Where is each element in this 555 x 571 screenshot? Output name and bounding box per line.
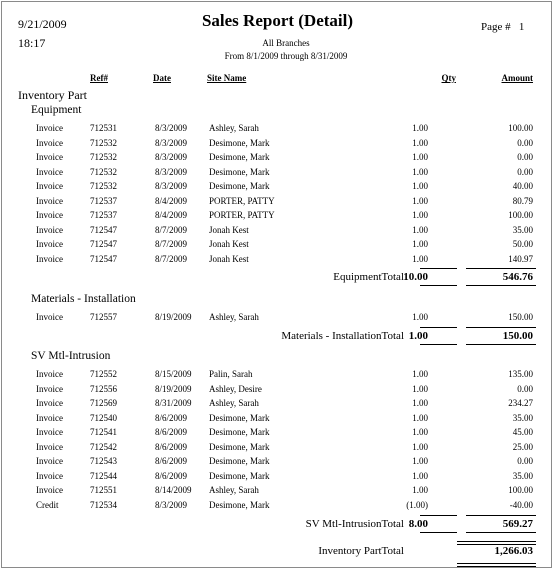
row-date: 8/3/2009 xyxy=(155,123,188,133)
row-ref: 712547 xyxy=(90,225,117,235)
row-qty: 1.00 xyxy=(412,427,428,437)
row-date: 8/4/2009 xyxy=(155,196,188,206)
row-type: Invoice xyxy=(36,254,63,264)
row-ref: 712547 xyxy=(90,254,117,264)
row-qty: 1.00 xyxy=(412,225,428,235)
row-amount: 0.00 xyxy=(517,152,533,162)
row-type: Invoice xyxy=(36,225,63,235)
row-date: 8/6/2009 xyxy=(155,427,188,437)
section-title: SV Mtl-Intrusion xyxy=(31,350,111,362)
row-qty: 1.00 xyxy=(412,254,428,264)
report-title: Sales Report (Detail) xyxy=(201,11,354,30)
row-site-name: Ashley, Sarah xyxy=(209,123,259,133)
row-date: 8/7/2009 xyxy=(155,239,188,249)
row-amount: 100.00 xyxy=(508,210,533,220)
column-header-date: Date xyxy=(153,73,171,83)
row-qty: 1.00 xyxy=(412,369,428,379)
row-amount: 35.00 xyxy=(512,225,533,235)
section-total-rule-amount-top xyxy=(466,327,536,328)
report-time: 18:17 xyxy=(18,36,46,50)
row-ref: 712557 xyxy=(90,312,117,322)
group-total-amount: 1,266.03 xyxy=(494,545,533,557)
row-ref: 712532 xyxy=(90,152,117,162)
row-qty: 1.00 xyxy=(412,456,428,466)
row-amount: 140.97 xyxy=(508,254,533,264)
row-ref: 712532 xyxy=(90,181,117,191)
row-ref: 712547 xyxy=(90,239,117,249)
section-total-rule-qty-bottom xyxy=(420,344,457,345)
row-ref: 712541 xyxy=(90,427,117,437)
row-date: 8/6/2009 xyxy=(155,413,188,423)
report-date: 9/21/2009 xyxy=(18,17,67,31)
row-amount: 0.00 xyxy=(517,167,533,177)
row-type: Invoice xyxy=(36,427,63,437)
row-date: 8/3/2009 xyxy=(155,138,188,148)
row-date: 8/31/2009 xyxy=(155,398,192,408)
row-type: Invoice xyxy=(36,384,63,394)
row-site-name: PORTER, PATTY xyxy=(209,196,275,206)
row-type: Invoice xyxy=(36,210,63,220)
row-type: Invoice xyxy=(36,413,63,423)
section-total-rule-qty-top xyxy=(420,515,457,516)
row-date: 8/6/2009 xyxy=(155,442,188,452)
row-date: 8/6/2009 xyxy=(155,456,188,466)
row-amount: 35.00 xyxy=(512,413,533,423)
row-type: Invoice xyxy=(36,485,63,495)
row-type: Invoice xyxy=(36,152,63,162)
row-amount: 40.00 xyxy=(512,181,533,191)
row-amount: 100.00 xyxy=(508,123,533,133)
row-qty: 1.00 xyxy=(412,398,428,408)
row-ref: 712543 xyxy=(90,456,117,466)
row-ref: 712542 xyxy=(90,442,117,452)
row-site-name: Desimone, Mark xyxy=(209,427,270,437)
row-type: Invoice xyxy=(36,181,63,191)
row-site-name: Palin, Sarah xyxy=(209,369,253,379)
row-date: 8/14/2009 xyxy=(155,485,192,495)
row-type: Credit xyxy=(36,500,59,510)
row-type: Invoice xyxy=(36,442,63,452)
section-title: Materials - Installation xyxy=(31,293,136,305)
report-period: From 8/1/2009 through 8/31/2009 xyxy=(224,51,348,61)
row-site-name: Jonah Kest xyxy=(209,239,249,249)
row-type: Invoice xyxy=(36,312,63,322)
section-total-amount: 546.76 xyxy=(502,271,533,283)
row-amount: 45.00 xyxy=(512,427,533,437)
row-type: Invoice xyxy=(36,456,63,466)
row-qty: 1.00 xyxy=(412,485,428,495)
row-type: Invoice xyxy=(36,398,63,408)
section-total-amount: 569.27 xyxy=(502,518,533,530)
section-total-rule-qty-bottom xyxy=(420,285,457,286)
section-total-label: EquipmentTotal xyxy=(333,271,404,283)
section-total-rule-qty-bottom xyxy=(420,532,457,533)
row-site-name: PORTER, PATTY xyxy=(209,210,275,220)
group-total-rule-bottom xyxy=(457,563,536,567)
section-total-rule-amount-bottom xyxy=(466,285,536,286)
row-qty: 1.00 xyxy=(412,167,428,177)
row-amount: 0.00 xyxy=(517,138,533,148)
row-amount: 35.00 xyxy=(512,471,533,481)
row-qty: 1.00 xyxy=(412,442,428,452)
row-date: 8/15/2009 xyxy=(155,369,192,379)
row-site-name: Jonah Kest xyxy=(209,254,249,264)
row-type: Invoice xyxy=(36,138,63,148)
row-ref: 712544 xyxy=(90,471,117,481)
row-ref: 712569 xyxy=(90,398,117,408)
row-ref: 712551 xyxy=(90,485,117,495)
row-site-name: Desimone, Mark xyxy=(209,167,270,177)
row-amount: 80.79 xyxy=(512,196,533,206)
row-ref: 712540 xyxy=(90,413,117,423)
row-date: 8/3/2009 xyxy=(155,181,188,191)
row-site-name: Desimone, Mark xyxy=(209,471,270,481)
row-amount: 135.00 xyxy=(508,369,533,379)
row-site-name: Desimone, Mark xyxy=(209,152,270,162)
row-ref: 712531 xyxy=(90,123,117,133)
row-ref: 712556 xyxy=(90,384,117,394)
row-site-name: Ashley, Sarah xyxy=(209,398,259,408)
row-qty: 1.00 xyxy=(412,123,428,133)
column-header-ref: Ref# xyxy=(90,73,108,83)
row-qty: 1.00 xyxy=(412,312,428,322)
row-site-name: Desimone, Mark xyxy=(209,456,270,466)
row-type: Invoice xyxy=(36,167,63,177)
row-amount: 0.00 xyxy=(517,456,533,466)
section-total-rule-qty-top xyxy=(420,268,457,269)
row-date: 8/3/2009 xyxy=(155,167,188,177)
section-total-amount: 150.00 xyxy=(502,330,533,342)
row-qty: (1.00) xyxy=(406,500,428,510)
row-amount: 50.00 xyxy=(512,239,533,249)
column-header-site: Site Name xyxy=(207,73,247,83)
row-qty: 1.00 xyxy=(412,413,428,423)
section-total-qty: 8.00 xyxy=(408,518,428,530)
row-ref: 712532 xyxy=(90,167,117,177)
row-qty: 1.00 xyxy=(412,471,428,481)
row-site-name: Desimone, Mark xyxy=(209,181,270,191)
row-amount: 150.00 xyxy=(508,312,533,322)
group-total-label: Inventory PartTotal xyxy=(318,545,404,557)
section-total-qty: 1.00 xyxy=(408,330,428,342)
group-title: Inventory Part xyxy=(18,88,87,102)
row-qty: 1.00 xyxy=(412,196,428,206)
page-number-label: Page # xyxy=(481,21,511,33)
row-date: 8/19/2009 xyxy=(155,312,192,322)
row-date: 8/3/2009 xyxy=(155,500,188,510)
page-number xyxy=(481,21,524,33)
row-type: Invoice xyxy=(36,471,63,481)
report-branches: All Branches xyxy=(262,38,310,48)
row-ref: 712537 xyxy=(90,196,117,206)
row-date: 8/7/2009 xyxy=(155,225,188,235)
row-qty: 1.00 xyxy=(412,210,428,220)
row-site-name: Desimone, Mark xyxy=(209,500,270,510)
row-amount: 234.27 xyxy=(508,398,533,408)
row-qty: 1.00 xyxy=(412,239,428,249)
row-type: Invoice xyxy=(36,239,63,249)
row-ref: 712537 xyxy=(90,210,117,220)
section-total-rule-amount-bottom xyxy=(466,344,536,345)
section-total-rule-qty-top xyxy=(420,327,457,328)
row-date: 8/3/2009 xyxy=(155,152,188,162)
row-type: Invoice xyxy=(36,196,63,206)
row-date: 8/7/2009 xyxy=(155,254,188,264)
row-type: Invoice xyxy=(36,369,63,379)
section-total-qty: 10.00 xyxy=(403,271,428,283)
row-qty: 1.00 xyxy=(412,181,428,191)
row-date: 8/6/2009 xyxy=(155,471,188,481)
row-ref: 712532 xyxy=(90,138,117,148)
page-number-value: 1 xyxy=(518,21,525,33)
row-site-name: Desimone, Mark xyxy=(209,413,270,423)
section-title: Equipment xyxy=(31,104,82,116)
row-ref: 712534 xyxy=(90,500,117,510)
row-site-name: Jonah Kest xyxy=(209,225,249,235)
row-site-name: Ashley, Sarah xyxy=(209,312,259,322)
column-header-qty: Qty xyxy=(441,73,456,83)
section-total-rule-amount-top xyxy=(466,515,536,516)
column-header-amount: Amount xyxy=(501,73,533,83)
row-site-name: Desimone, Mark xyxy=(209,442,270,452)
section-total-rule-amount-bottom xyxy=(466,532,536,533)
row-qty: 1.00 xyxy=(412,152,428,162)
row-ref: 712552 xyxy=(90,369,117,379)
section-total-rule-amount-top xyxy=(466,268,536,269)
row-qty: 1.00 xyxy=(412,138,428,148)
section-total-label: SV Mtl-IntrusionTotal xyxy=(305,518,404,530)
row-amount: 100.00 xyxy=(508,485,533,495)
row-type: Invoice xyxy=(36,123,63,133)
section-total-label: Materials - InstallationTotal xyxy=(281,330,404,342)
row-amount: 25.00 xyxy=(512,442,533,452)
row-site-name: Desimone, Mark xyxy=(209,138,270,148)
row-date: 8/19/2009 xyxy=(155,384,192,394)
row-date: 8/4/2009 xyxy=(155,210,188,220)
row-site-name: Ashley, Sarah xyxy=(209,485,259,495)
row-site-name: Ashley, Desire xyxy=(209,384,262,394)
row-amount: 0.00 xyxy=(517,384,533,394)
row-amount: -40.00 xyxy=(509,500,533,510)
row-qty: 1.00 xyxy=(412,384,428,394)
